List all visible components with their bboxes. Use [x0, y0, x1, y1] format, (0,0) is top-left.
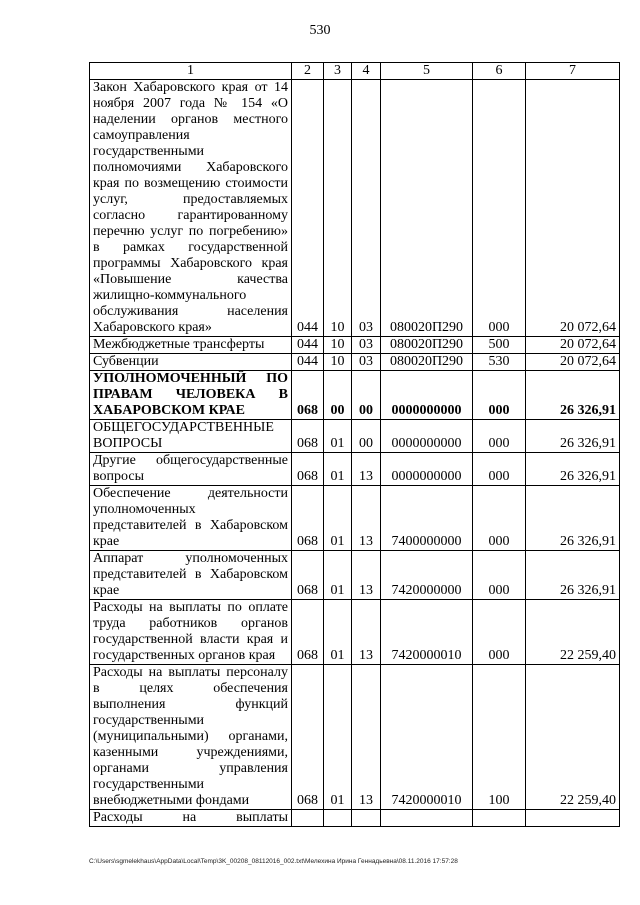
- cell-col7: 22 259,40: [526, 665, 620, 810]
- cell-col7: 20 072,64: [526, 337, 620, 354]
- cell-col3: 01: [324, 600, 352, 665]
- table-row: [90, 810, 620, 827]
- cell-col6: 000: [473, 551, 526, 600]
- cell-col6: 000: [473, 420, 526, 453]
- cell-col4: 13: [352, 453, 381, 486]
- cell-col3: 01: [324, 486, 352, 551]
- cell-col7: 26 326,91: [526, 453, 620, 486]
- cell-col5: 080020П290: [381, 80, 473, 337]
- cell-col2: [292, 810, 324, 827]
- cell-col2: 068: [292, 453, 324, 486]
- cell-col6: 500: [473, 337, 526, 354]
- row-name: Закон Хабаровского края от 14 ноября 2007 года № 154 «О наделении органов местного самоуправления государственными полномочиями Хабаровского края по возмещению стоимости услуг, предоставляемых согласно гарантированному перечню услуг по погребению» в рамках государственной программы Хабаровского края «Повышение качества жилищно-коммунального обслуживания населения Хабаровского края»: [90, 80, 292, 337]
- table-row: [90, 665, 620, 810]
- cell-col4: [352, 810, 381, 827]
- cell-col5: 0000000000: [381, 420, 473, 453]
- table-row: [90, 600, 620, 665]
- row-name: Другие общегосударственные вопросы: [90, 453, 292, 486]
- page-number: 530: [309, 23, 331, 38]
- col-header: 5: [381, 63, 473, 80]
- row-name: Обеспечение деятельности уполномоченных представителей в Хабаровском крае: [90, 486, 292, 551]
- cell-col5: 080020П290: [381, 354, 473, 371]
- table-row: [90, 453, 620, 486]
- cell-col2: 068: [292, 600, 324, 665]
- cell-col7: [526, 810, 620, 827]
- cell-col7: 26 326,91: [526, 551, 620, 600]
- cell-col5: 7400000000: [381, 486, 473, 551]
- cell-col4: 03: [352, 354, 381, 371]
- cell-col2: 068: [292, 486, 324, 551]
- cell-col4: 13: [352, 551, 381, 600]
- table-row: [90, 371, 620, 420]
- cell-col2: 044: [292, 354, 324, 371]
- table-row: [90, 337, 620, 354]
- cell-col3: 10: [324, 337, 352, 354]
- cell-col2: 044: [292, 80, 324, 337]
- row-name: Аппарат уполномоченных представителей в Хабаровском крае: [90, 551, 292, 600]
- row-name: Расходы на выплаты персоналу в целях обеспечения выполнения функций государственными (муниципальными) органами, казенными учреждениями, органами управления государственными внебюджетными фондами: [90, 665, 292, 810]
- table-row: [90, 551, 620, 600]
- table-row: [90, 80, 620, 337]
- row-name: Расходы на выплаты: [90, 810, 292, 827]
- row-name: Межбюджетные трансферты: [90, 337, 292, 354]
- cell-col4: 13: [352, 600, 381, 665]
- cell-col6: 000: [473, 486, 526, 551]
- cell-col2: 068: [292, 420, 324, 453]
- cell-col5: 0000000000: [381, 371, 473, 420]
- cell-col7: 20 072,64: [526, 80, 620, 337]
- row-name: ОБЩЕГОСУДАРСТВЕННЫЕ ВОПРОСЫ: [90, 420, 292, 453]
- cell-col2: 044: [292, 337, 324, 354]
- cell-col2: 068: [292, 665, 324, 810]
- cell-col4: 00: [352, 371, 381, 420]
- table-row: [90, 354, 620, 371]
- cell-col7: 26 326,91: [526, 371, 620, 420]
- header-row: [90, 63, 620, 80]
- cell-col7: 26 326,91: [526, 486, 620, 551]
- cell-col3: 01: [324, 551, 352, 600]
- cell-col5: 7420000000: [381, 551, 473, 600]
- cell-col6: [473, 810, 526, 827]
- cell-col3: 10: [324, 354, 352, 371]
- cell-col5: 080020П290: [381, 337, 473, 354]
- cell-col3: 00: [324, 371, 352, 420]
- col-header: 2: [292, 63, 324, 80]
- cell-col3: 01: [324, 453, 352, 486]
- cell-col5: 0000000000: [381, 453, 473, 486]
- footer-path: C:\Users\sgmelekhaus\AppData\Local\Temp\3K_00208_08112016_002.txt\Мелехина Ирина Геннадьевна\08.11.2016 17:57:28: [89, 858, 458, 865]
- cell-col3: 01: [324, 665, 352, 810]
- cell-col4: 13: [352, 665, 381, 810]
- col-header: 7: [526, 63, 620, 80]
- col-header: 1: [90, 63, 292, 80]
- cell-col6: 100: [473, 665, 526, 810]
- cell-col7: 26 326,91: [526, 420, 620, 453]
- cell-col7: 20 072,64: [526, 354, 620, 371]
- cell-col6: 000: [473, 600, 526, 665]
- cell-col4: 00: [352, 420, 381, 453]
- cell-col6: 000: [473, 453, 526, 486]
- budget-table: [89, 62, 620, 827]
- col-header: 6: [473, 63, 526, 80]
- cell-col3: 01: [324, 420, 352, 453]
- col-header: 4: [352, 63, 381, 80]
- cell-col2: 068: [292, 371, 324, 420]
- cell-col6: 000: [473, 371, 526, 420]
- row-name: УПОЛНОМОЧЕННЫЙ ПО ПРАВАМ ЧЕЛОВЕКА В ХАБАРОВСКОМ КРАЕ: [90, 371, 292, 420]
- cell-col4: 13: [352, 486, 381, 551]
- cell-col6: 000: [473, 80, 526, 337]
- col-header: 3: [324, 63, 352, 80]
- cell-col4: 03: [352, 80, 381, 337]
- cell-col7: 22 259,40: [526, 600, 620, 665]
- row-name: Субвенции: [90, 354, 292, 371]
- cell-col3: [324, 810, 352, 827]
- table-row: [90, 420, 620, 453]
- cell-col4: 03: [352, 337, 381, 354]
- row-name: Расходы на выплаты по оплате труда работников органов государственной власти края и государственных органов края: [90, 600, 292, 665]
- table-row: [90, 486, 620, 551]
- cell-col5: [381, 810, 473, 827]
- cell-col5: 7420000010: [381, 665, 473, 810]
- cell-col5: 7420000010: [381, 600, 473, 665]
- cell-col6: 530: [473, 354, 526, 371]
- cell-col2: 068: [292, 551, 324, 600]
- cell-col3: 10: [324, 80, 352, 337]
